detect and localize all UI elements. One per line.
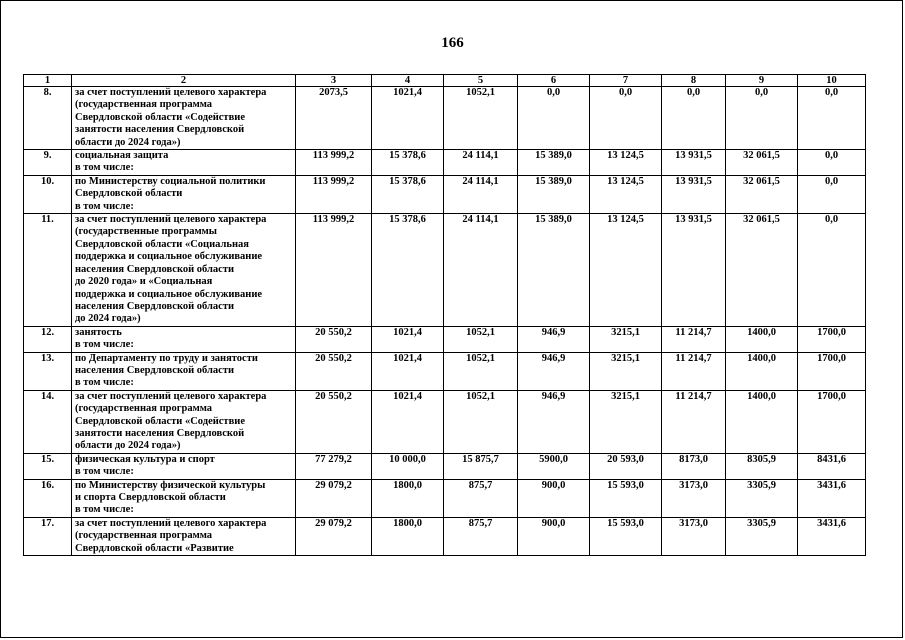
column-header-4: 4 bbox=[372, 75, 444, 87]
value-cell-col-3: 113 999,2 bbox=[296, 150, 372, 176]
value-cell-col-5: 24 114,1 bbox=[444, 150, 518, 176]
row-name: по Министерству социальной политики Свердловской области в том числе: bbox=[72, 175, 296, 213]
value-cell-col-8: 11 214,7 bbox=[662, 390, 726, 453]
row-name: социальная защита в том числе: bbox=[72, 150, 296, 176]
value-cell-col-10: 0,0 bbox=[798, 150, 866, 176]
value-cell-col-4: 15 378,6 bbox=[372, 175, 444, 213]
header-row bbox=[24, 75, 866, 87]
row-name: за счет поступлений целевого характера (государственные программы Свердловской области «Социальная поддержка и социальное обслуживание населения Свердловской области до 2020 года» и «Социальная поддержка и социальное обслуживание населения Свердловской области до 2024 года») bbox=[72, 214, 296, 327]
value-cell-col-8: 8173,0 bbox=[662, 453, 726, 479]
value-cell-col-4: 1021,4 bbox=[372, 326, 444, 352]
value-cell-col-8: 0,0 bbox=[662, 87, 726, 150]
value-cell-col-4: 1800,0 bbox=[372, 479, 444, 517]
value-cell-col-3: 20 550,2 bbox=[296, 390, 372, 453]
row-number: 16. bbox=[24, 479, 72, 517]
value-cell-col-7: 3215,1 bbox=[590, 352, 662, 390]
value-cell-col-9: 32 061,5 bbox=[726, 175, 798, 213]
value-cell-col-4: 1021,4 bbox=[372, 87, 444, 150]
value-cell-col-4: 15 378,6 bbox=[372, 214, 444, 327]
value-cell-col-9: 32 061,5 bbox=[726, 214, 798, 327]
value-cell-col-8: 13 931,5 bbox=[662, 175, 726, 213]
row-number: 10. bbox=[24, 175, 72, 213]
table-row bbox=[24, 390, 866, 453]
value-cell-col-5: 875,7 bbox=[444, 479, 518, 517]
value-cell-col-6: 0,0 bbox=[518, 87, 590, 150]
value-cell-col-9: 0,0 bbox=[726, 87, 798, 150]
value-cell-col-9: 3305,9 bbox=[726, 517, 798, 555]
value-cell-col-4: 1021,4 bbox=[372, 390, 444, 453]
table-row bbox=[24, 479, 866, 517]
value-cell-col-7: 13 124,5 bbox=[590, 175, 662, 213]
column-header-2: 2 bbox=[72, 75, 296, 87]
value-cell-col-4: 15 378,6 bbox=[372, 150, 444, 176]
value-cell-col-9: 8305,9 bbox=[726, 453, 798, 479]
value-cell-col-6: 5900,0 bbox=[518, 453, 590, 479]
row-number: 8. bbox=[24, 87, 72, 150]
column-header-8: 8 bbox=[662, 75, 726, 87]
row-number: 14. bbox=[24, 390, 72, 453]
table-row bbox=[24, 214, 866, 327]
value-cell-col-10: 3431,6 bbox=[798, 479, 866, 517]
value-cell-col-6: 900,0 bbox=[518, 479, 590, 517]
value-cell-col-9: 3305,9 bbox=[726, 479, 798, 517]
column-header-7: 7 bbox=[590, 75, 662, 87]
column-header-10: 10 bbox=[798, 75, 866, 87]
value-cell-col-5: 1052,1 bbox=[444, 352, 518, 390]
value-cell-col-3: 29 079,2 bbox=[296, 479, 372, 517]
value-cell-col-6: 15 389,0 bbox=[518, 214, 590, 327]
value-cell-col-4: 10 000,0 bbox=[372, 453, 444, 479]
value-cell-col-10: 0,0 bbox=[798, 175, 866, 213]
column-header-1: 1 bbox=[24, 75, 72, 87]
value-cell-col-3: 2073,5 bbox=[296, 87, 372, 150]
table-row bbox=[24, 87, 866, 150]
value-cell-col-7: 13 124,5 bbox=[590, 150, 662, 176]
value-cell-col-10: 3431,6 bbox=[798, 517, 866, 555]
value-cell-col-8: 3173,0 bbox=[662, 517, 726, 555]
column-header-9: 9 bbox=[726, 75, 798, 87]
value-cell-col-5: 24 114,1 bbox=[444, 175, 518, 213]
value-cell-col-7: 3215,1 bbox=[590, 326, 662, 352]
value-cell-col-6: 900,0 bbox=[518, 517, 590, 555]
page-number: 166 bbox=[441, 35, 464, 51]
value-cell-col-5: 1052,1 bbox=[444, 326, 518, 352]
table-row bbox=[24, 453, 866, 479]
row-number: 15. bbox=[24, 453, 72, 479]
value-cell-col-10: 1700,0 bbox=[798, 390, 866, 453]
value-cell-col-5: 15 875,7 bbox=[444, 453, 518, 479]
value-cell-col-9: 32 061,5 bbox=[726, 150, 798, 176]
value-cell-col-5: 1052,1 bbox=[444, 390, 518, 453]
value-cell-col-10: 0,0 bbox=[798, 87, 866, 150]
value-cell-col-3: 20 550,2 bbox=[296, 352, 372, 390]
value-cell-col-10: 1700,0 bbox=[798, 352, 866, 390]
value-cell-col-8: 13 931,5 bbox=[662, 150, 726, 176]
row-number: 13. bbox=[24, 352, 72, 390]
column-header-6: 6 bbox=[518, 75, 590, 87]
value-cell-col-10: 8431,6 bbox=[798, 453, 866, 479]
column-header-3: 3 bbox=[296, 75, 372, 87]
table-row bbox=[24, 175, 866, 213]
value-cell-col-3: 29 079,2 bbox=[296, 517, 372, 555]
value-cell-col-6: 946,9 bbox=[518, 390, 590, 453]
value-cell-col-8: 11 214,7 bbox=[662, 352, 726, 390]
value-cell-col-8: 11 214,7 bbox=[662, 326, 726, 352]
row-name: за счет поступлений целевого характера (государственная программа Свердловской области «Содействие занятости населения Свердловской области до 2024 года») bbox=[72, 87, 296, 150]
table-row bbox=[24, 352, 866, 390]
value-cell-col-7: 15 593,0 bbox=[590, 517, 662, 555]
row-name: занятость в том числе: bbox=[72, 326, 296, 352]
value-cell-col-7: 20 593,0 bbox=[590, 453, 662, 479]
table-row bbox=[24, 326, 866, 352]
row-name: физическая культура и спорт в том числе: bbox=[72, 453, 296, 479]
value-cell-col-6: 15 389,0 bbox=[518, 150, 590, 176]
value-cell-col-7: 13 124,5 bbox=[590, 214, 662, 327]
row-name: по Министерству физической культуры и спорта Свердловской области в том числе: bbox=[72, 479, 296, 517]
table-body bbox=[24, 87, 866, 556]
table-row bbox=[24, 150, 866, 176]
row-number: 17. bbox=[24, 517, 72, 555]
row-name: за счет поступлений целевого характера (государственная программа Свердловской области «Содействие занятости населения Свердловской области до 2024 года») bbox=[72, 390, 296, 453]
row-number: 12. bbox=[24, 326, 72, 352]
value-cell-col-3: 113 999,2 bbox=[296, 175, 372, 213]
value-cell-col-3: 77 279,2 bbox=[296, 453, 372, 479]
value-cell-col-4: 1021,4 bbox=[372, 352, 444, 390]
value-cell-col-9: 1400,0 bbox=[726, 390, 798, 453]
row-name: по Департаменту по труду и занятости населения Свердловской области в том числе: bbox=[72, 352, 296, 390]
value-cell-col-5: 1052,1 bbox=[444, 87, 518, 150]
value-cell-col-9: 1400,0 bbox=[726, 326, 798, 352]
value-cell-col-8: 3173,0 bbox=[662, 479, 726, 517]
value-cell-col-6: 946,9 bbox=[518, 326, 590, 352]
value-cell-col-3: 113 999,2 bbox=[296, 214, 372, 327]
row-name: за счет поступлений целевого характера (государственная программа Свердловской области «Развитие bbox=[72, 517, 296, 555]
column-header-5: 5 bbox=[444, 75, 518, 87]
table-row bbox=[24, 517, 866, 555]
value-cell-col-3: 20 550,2 bbox=[296, 326, 372, 352]
value-cell-col-6: 946,9 bbox=[518, 352, 590, 390]
row-number: 9. bbox=[24, 150, 72, 176]
value-cell-col-10: 1700,0 bbox=[798, 326, 866, 352]
value-cell-col-8: 13 931,5 bbox=[662, 214, 726, 327]
value-cell-col-5: 24 114,1 bbox=[444, 214, 518, 327]
budget-table bbox=[23, 74, 866, 556]
value-cell-col-10: 0,0 bbox=[798, 214, 866, 327]
value-cell-col-5: 875,7 bbox=[444, 517, 518, 555]
value-cell-col-7: 0,0 bbox=[590, 87, 662, 150]
row-number: 11. bbox=[24, 214, 72, 327]
value-cell-col-7: 15 593,0 bbox=[590, 479, 662, 517]
value-cell-col-6: 15 389,0 bbox=[518, 175, 590, 213]
value-cell-col-9: 1400,0 bbox=[726, 352, 798, 390]
value-cell-col-4: 1800,0 bbox=[372, 517, 444, 555]
value-cell-col-7: 3215,1 bbox=[590, 390, 662, 453]
